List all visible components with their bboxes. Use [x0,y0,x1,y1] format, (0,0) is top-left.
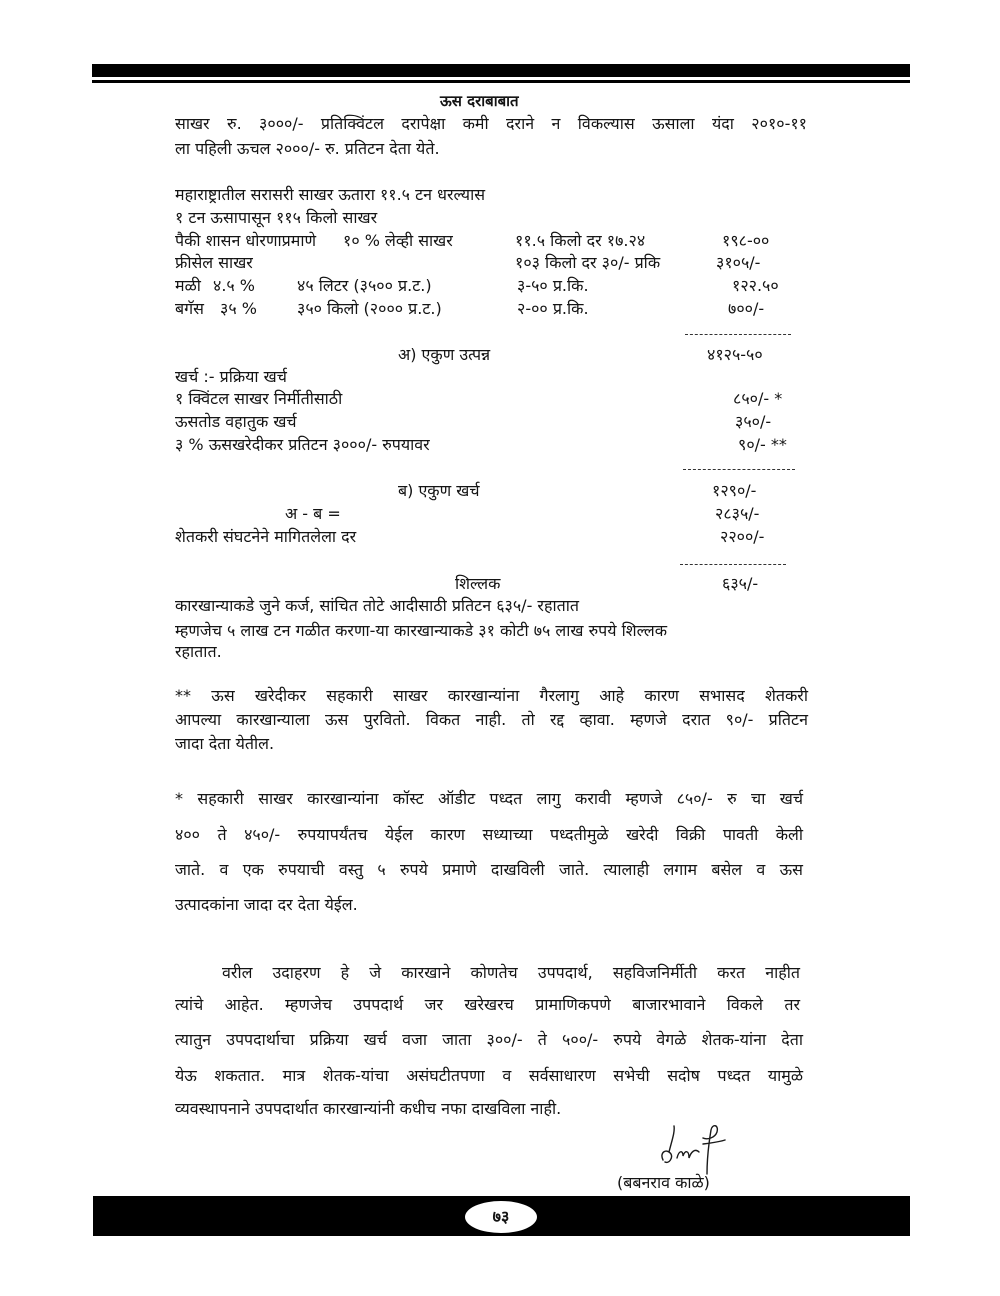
expense-amount: ८५०/- * [733,389,783,408]
expense-amount: ३५०/- [735,412,772,431]
dashed-rule [680,564,786,565]
footnote-double-star-line: जादा देता येतील. [175,734,275,753]
balance-row [0,573,1000,595]
expense-amount: ९०/- ** [738,435,787,454]
demanded-rate-label: शेतकरी संघटनेने मागितलेला दर [175,527,357,546]
page-number: ७३ [464,1200,538,1234]
difference-row [0,503,1000,525]
signatory-name: (बबनराव काळे) [617,1173,710,1192]
income-detail: ३५० किलो (२००० प्र.ट.) [297,299,442,318]
difference-amount: २८३५/- [715,504,760,523]
footnote-star-line: जाते. व एक रुपयाची वस्तु ५ रुपये प्रमाणे दाखविली जाते. त्यालाही लगाम बसेल व ऊस [175,860,803,879]
income-total-row [0,344,1000,366]
income-rate: १०३ किलो दर ३०/- प्रकि [515,253,661,272]
conclusion-line: वरील उदाहरण हे जे कारखाने कोणतेच उपपदार्थ, सहविजनिर्मीती करत नाहीत [222,963,800,982]
income-rate: ३-५० प्र.कि. [517,276,589,295]
income-amount: १९८-०० [722,231,770,250]
basis-line: महाराष्ट्रातील सरासरी साखर ऊतारा ११.५ टन धरल्यास [175,185,486,204]
income-item: मळी [175,276,201,295]
balance-note-line: कारखान्याकडे जुने कर्ज, सांचित तोटे आदीसाठी प्रतिटन ६३५/- रहातात [175,596,579,615]
balance-label: शिल्लक [455,574,501,593]
expense-total-label: ब) एकुण खर्च [398,481,480,500]
footnote-star-line: उत्पादकांना जादा दर देता येईल. [175,895,358,914]
income-item: पैकी शासन धोरणाप्रमाणे [175,231,317,250]
footnote-double-star-line: ** ऊस खरेदीकर सहकारी साखर कारखान्यांना गैरलागु आहे कारण सभासद शेतकरी [175,686,808,705]
income-row [0,298,1000,320]
footnote-double-star-line: आपल्या कारखान्याला ऊस पुरवितो. विकत नाही. तो रद्द व्हावा. म्हणजे दरात ९०/- प्रतिटन [175,710,808,729]
income-row [0,252,1000,274]
income-item: फ्रीसेल साखर [175,253,253,272]
dashed-rule [685,334,791,335]
income-percent: ३५ % [220,299,257,318]
basis-line: १ टन ऊसापासून ११५ किलो साखर [175,208,378,227]
expense-row [0,434,1000,456]
income-amount: ७००/- [728,299,765,318]
expense-row [0,388,1000,410]
income-item: बगॅस [175,299,204,318]
income-detail: १० % लेव्ही साखर [343,231,453,250]
dashed-rule [683,469,795,470]
income-detail: ४५ लिटर (३५०० प्र.ट.) [297,276,432,295]
demanded-rate-amount: २२००/- [720,527,765,546]
income-amount: ३१०५/- [716,253,761,272]
expense-label: १ क्विंटल साखर निर्मीतीसाठी [175,389,343,408]
income-rate: २-०० प्र.कि. [517,299,589,318]
income-amount: १२२.५० [732,276,779,295]
conclusion-line: त्यांचे आहेत. म्हणजेच उपपदार्थ जर खरेखरच प्रामाणिकपणे बाजारभावाने विकले तर [175,995,800,1014]
footnote-star-line: ४०० ते ४५०/- रुपयापर्यंतच येईल कारण सध्याच्या पध्दतीमुळे खरेदी विक्री पावती केली [175,825,803,844]
expense-total-row [0,480,1000,502]
footnote-star-line: * सहकारी साखर कारखान्यांना कॉस्ट ऑडीट पध्दत लागु करावी म्हणजे ८५०/- रु चा खर्च [175,789,803,808]
demanded-rate-row [0,526,1000,548]
income-total-label: अ) एकुण उत्पन्न [398,345,491,364]
signature [645,1122,745,1178]
difference-label: अ - ब = [285,504,341,523]
balance-amount: ६३५/- [722,574,759,593]
income-rate: ११.५ किलो दर १७.२४ [515,231,646,250]
conclusion-line: त्यातुन उपपदार्थाचा प्रक्रिया खर्च वजा जाता ३००/- ते ५००/- रुपये वेगळे शेतक-यांना देता [175,1030,803,1049]
balance-note-line: म्हणजेच ५ लाख टन गळीत करणा-या कारखान्याकडे ३१ कोटी ७५ लाख रुपये शिल्लक [175,621,667,640]
header-rule-thin [92,80,910,83]
page-title: ऊस दराबाबात [440,92,519,110]
income-percent: ४.५ % [213,276,256,295]
intro-line: साखर रु. ३०००/- प्रतिक्विंटल दरापेक्षा कमी दराने न विकल्यास ऊसाला यंदा २०१०-११ [175,114,807,133]
conclusion-line: येऊ शकतात. मात्र शेतक-यांचा असंघटीतपणा व सर्वसाधारण सभेची सदोष पध्दत यामुळे [175,1066,803,1085]
expense-total-amount: १२९०/- [712,481,757,500]
intro-line: ला पहिली ऊचल २०००/- रु. प्रतिटन देता येते. [175,139,440,158]
income-total-amount: ४१२५-५० [707,345,763,364]
expense-heading: खर्च :- प्रक्रिया खर्च [175,367,287,386]
conclusion-line: व्यवस्थापनाने उपपदार्थात कारखान्यांनी कधीच नफा दाखविला नाही. [175,1099,562,1118]
expense-row [0,411,1000,433]
expense-label: ऊसतोड वहातुक खर्च [175,412,297,431]
balance-note-line: रहातात. [175,642,222,661]
expense-label: ३ % ऊसखरेदीकर प्रतिटन ३०००/- रुपयावर [175,435,430,454]
header-rule-thick [92,64,910,77]
income-row [0,275,1000,297]
income-row [0,230,1000,252]
